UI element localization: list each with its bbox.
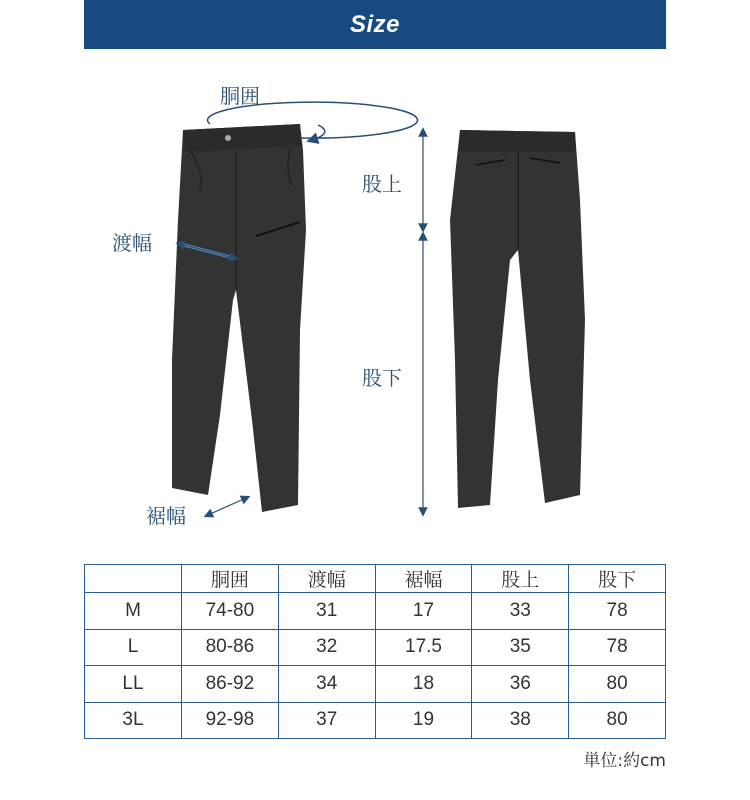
table-cell: 80 — [569, 666, 666, 703]
table-cell: 33 — [472, 593, 569, 630]
table-cell: 37 — [278, 702, 375, 739]
table-cell: 86-92 — [182, 666, 279, 703]
table-header-cell — [85, 565, 182, 593]
table-row — [85, 629, 666, 666]
table-cell: 80-86 — [182, 629, 279, 666]
table-cell: 18 — [375, 666, 472, 703]
table-cell: 19 — [375, 702, 472, 739]
page-title: Size — [349, 10, 401, 38]
table-header-row — [85, 565, 666, 593]
table-cell: 92-98 — [182, 702, 279, 739]
table-header-cell: 渡幅 — [278, 565, 375, 593]
waist-label: 胴囲 — [220, 84, 260, 108]
hem-arrow — [208, 498, 246, 515]
table-cell: 36 — [472, 666, 569, 703]
rise-label: 股上 — [362, 172, 402, 196]
pants-diagram — [0, 60, 750, 530]
table-cell: 32 — [278, 629, 375, 666]
table-header-cell: 股下 — [569, 565, 666, 593]
table-header-cell: 胴囲 — [182, 565, 279, 593]
table-cell: 34 — [278, 666, 375, 703]
table-cell: 78 — [569, 593, 666, 630]
table-cell: 38 — [472, 702, 569, 739]
table-cell: 35 — [472, 629, 569, 666]
table-cell: 78 — [569, 629, 666, 666]
table-cell: 3L — [85, 702, 182, 739]
table-cell: 74-80 — [182, 593, 279, 630]
thigh-label: 渡幅 — [112, 231, 152, 255]
unit-note: 単位:約cm — [583, 751, 666, 771]
table-cell: LL — [85, 666, 182, 703]
table-cell: 17.5 — [375, 629, 472, 666]
table-cell: 17 — [375, 593, 472, 630]
table-header-cell: 股上 — [472, 565, 569, 593]
size-table — [84, 564, 666, 739]
table-cell: M — [85, 593, 182, 630]
table-cell: 31 — [278, 593, 375, 630]
table-row — [85, 702, 666, 739]
back-pants-image — [450, 130, 585, 508]
front-pants-image — [172, 124, 306, 512]
table-row — [85, 593, 666, 630]
table-row — [85, 666, 666, 703]
table-cell: 80 — [569, 702, 666, 739]
title-bar — [84, 0, 666, 49]
table-cell: L — [85, 629, 182, 666]
inseam-label: 股下 — [362, 366, 402, 390]
table-header-cell: 裾幅 — [375, 565, 472, 593]
hem-label: 裾幅 — [146, 504, 186, 528]
